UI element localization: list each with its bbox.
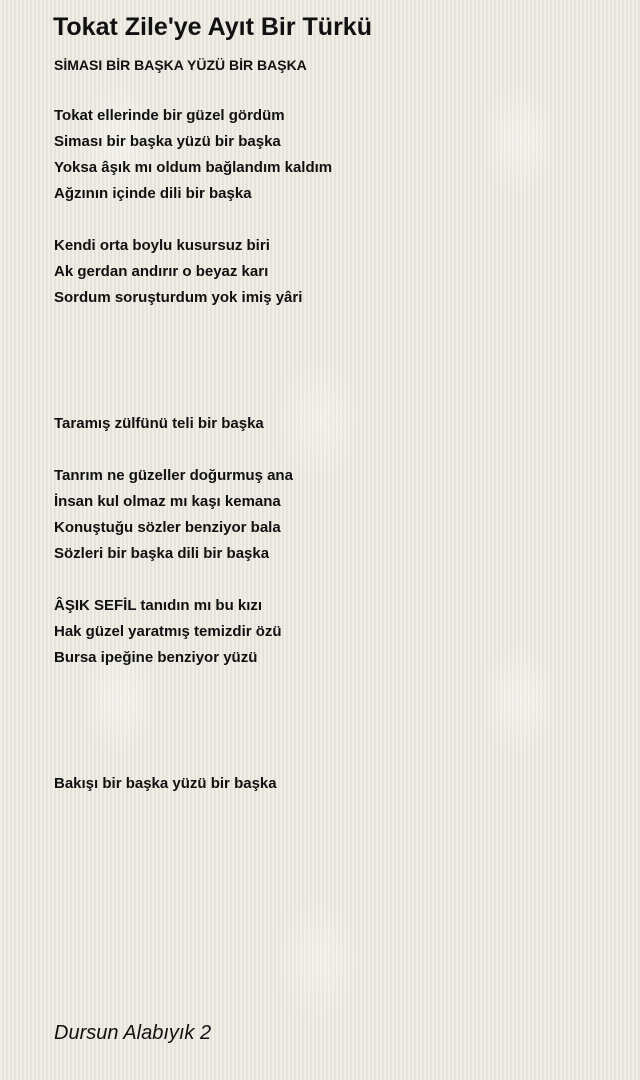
poem-line: Kendi orta boylu kusursuz biri	[54, 237, 270, 254]
poem-line: Yoksa âşık mı oldum bağlandım kaldım	[54, 159, 333, 176]
poem-line: Ak gerdan andırır o beyaz karı	[54, 263, 269, 280]
poem-line: Hak güzel yaratmış temizdir özü	[54, 623, 282, 640]
poem-line: Sözleri bir başka dili bir başka	[54, 545, 270, 562]
poem-line: İnsan kul olmaz mı kaşı kemana	[54, 493, 281, 510]
poem-line: Ağzının içinde dili bir başka	[54, 185, 252, 202]
poem-subtitle: SİMASI BİR BAŞKA YÜZÜ BİR BAŞKA	[54, 57, 307, 73]
poem-line: Sordum soruşturdum yok imiş yâri	[54, 289, 303, 306]
poem-line: Siması bir başka yüzü bir başka	[54, 133, 281, 150]
poem-title: Tokat Zile'ye Ayıt Bir Türkü	[53, 13, 372, 41]
poem-line: ÂŞIK SEFİL tanıdın mı bu kızı	[54, 597, 263, 614]
poem-line: Bursa ipeğine benziyor yüzü	[54, 649, 258, 666]
poem-line: Bakışı bir başka yüzü bir başka	[54, 775, 277, 792]
poem-line: Tanrım ne güzeller doğurmuş ana	[54, 467, 293, 484]
poem-line: Konuştuğu sözler benziyor bala	[54, 519, 281, 536]
poem-author: Dursun Alabıyık 2	[54, 1022, 212, 1044]
poem-line: Tokat ellerinde bir güzel gördüm	[54, 107, 285, 124]
poem-line: Taramış zülfünü teli bir başka	[54, 415, 264, 432]
